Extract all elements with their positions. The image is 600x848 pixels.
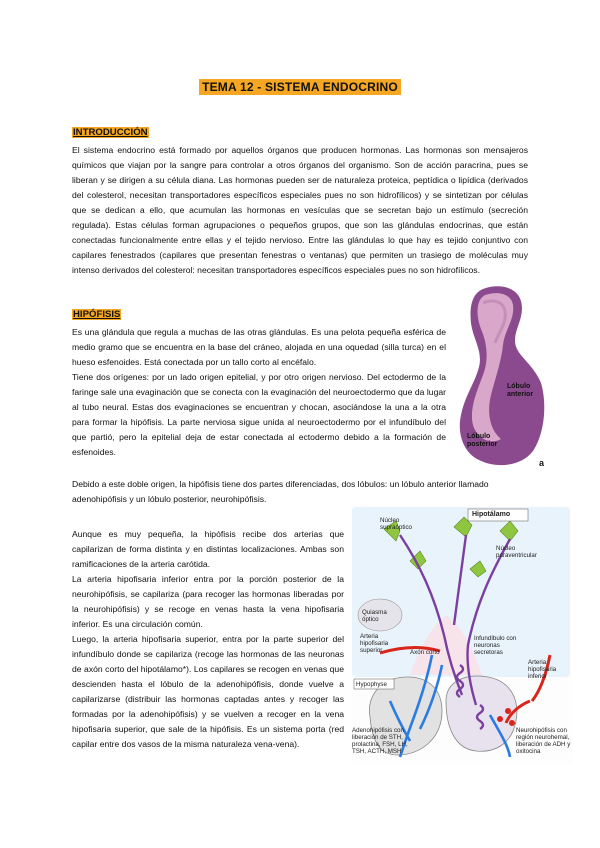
hipofisis-p5: La arteria hipofisaria inferior entra por la porción posterior de la neurohipófisis, se capilariza (para recoger las hormonas liberadas por la neurohipófisis) y se recoge en venas hasta la vena hipofisaria inferior. Es una circulación común. (72, 574, 344, 629)
label-nucleo-paraventricular: Núcleo paraventricular (496, 545, 537, 559)
vascular-text-block (72, 527, 344, 752)
label-hipotalamo: Hipotálamo (472, 511, 511, 518)
label-infundibulo: Infundíbulo con neuronas secretoras (474, 635, 517, 656)
label-arteria-superior: Arteria hipofisaria superior (360, 633, 389, 654)
intro-paragraph: El sistema endocrino está formado por aquellos órganos que producen hormonas. Las hormonas son mensajeros químicos que viajan por la sangre para controlar a otros órganos del organismo. Son de acción paracrina, pues se liberan y se dirigen a su célula diana. Las hormonas pueden ser de naturaleza proteica, peptídica o lipídica (derivados del colesterol, necesitan transportadores específicos especiales pues no son hidrofílicos) y se sintetizan por células que se dedican a ello, que acumulan las hormonas en vesículas que se secretan bajo un estímulo (secreción regulada). Estas células forman agrupaciones o pequeños grupos, que son las glándulas endocrinas, que están conectadas funcionalmente entre ellas y el tejido nervioso. Entre las glándulas lo que hay es tejido conjuntivo con capilares fenestrados (capilares que presentan fenestras o ventanas) que permiten un trasiego de moléculas muy intenso derivados del colesterol: necesitan transportadores específicos especiales pues no son hidrofílicos. (72, 145, 528, 275)
heading-introduccion: INTRODUCCIÓN (73, 127, 148, 138)
heading-hipofisis: HIPÓFISIS (73, 309, 121, 320)
label-hypophyse: Hypophyse (356, 681, 387, 688)
label-arteria-inferior: Arteria hipofisaria inferior (528, 659, 557, 680)
panel-letter: a (539, 458, 545, 468)
page-title: TEMA 12 - SISTEMA ENDOCRINO (0, 78, 600, 96)
hipofisis-p6: Luego, la arteria hipofisaria superior, entra por la parte superior del infundíbulo donde se capilariza (recoge las hormonas de las neuronas de axón corto del hipotálamo*). Los capilares se recogen en venas que descienden hasta el lóbulo de la adenohipófisis, donde vuelve a capilarizarse (distribuir las hormonas captadas antes y recoger las formadas por la adenohipófisis) y se vuelven a recoger en la vena hipofisaria superior, que sale de la hipófisis. Es un sistema porta (red capilar entre dos vasos de la misma naturaleza vena-vena). (72, 634, 344, 749)
hipofisis-p1: Es una glándula que regula a muchas de las otras glándulas. Es una pelota pequeña esférica de medio gramo que se encuentra en la base del cráneo, alojada en una oquedad (silla turca) en el hueso esfenoides. Está conectada por un tallo corto al encéfalo. (72, 327, 446, 367)
label-neurohipofisis: Neurohipófisis con región neurohemal, liberación de ADH y oxitocina (516, 727, 571, 755)
pituitary-micrograph (455, 283, 547, 471)
hypothalamus-hypophysis-diagram (350, 505, 572, 763)
hipofisis-p2: Tiene dos orígenes: por un lado origen epitelial, y por otro origen nervioso. Del ectodermo de la faringe sale una evaginación que se conecta con la evaginación del neuroectodermo que da lugar al tubo neural. Estas dos evaginaciones se encuentran y chocan, asociándose la una a la otra para formar la hipófisis. La parte nerviosa sigue unida al neuroectodermo por el infundíbulo del que partió, pero la epitelial deja de estar conectada al ectodermo debido a la formación de esfenoides. (72, 372, 446, 457)
hipofisis-p4: Aunque es muy pequeña, la hipófisis recibe dos arterias que capilarizan de forma distinta y en distintas localizaciones. Ambas son ramificaciones de la arteria carótida. (72, 529, 344, 569)
label-quiasma: Quiasma óptico (362, 609, 387, 623)
label-adenohipofisis: Adenohipófisis con liberación de STH, prolactina, FSH, LH, TSH, ACTH, MSH (352, 727, 408, 755)
hipofisis-text-block (72, 325, 446, 460)
label-lobulo-anterior: Lóbulo anterior (507, 383, 534, 398)
label-lobulo-posterior: Lóbulo posterior (467, 433, 498, 448)
label-axon-corto: Axón corto (410, 649, 440, 656)
label-nucleo-supraoptico: Núcleo supraóptico (380, 517, 412, 531)
hipofisis-p3: Debido a este doble origen, la hipófisis tiene dos partes diferenciadas, dos lóbulos: un lóbulo anterior llamado adenohipófisis y un lóbulo posterior, neurohipófisis. (72, 479, 489, 504)
